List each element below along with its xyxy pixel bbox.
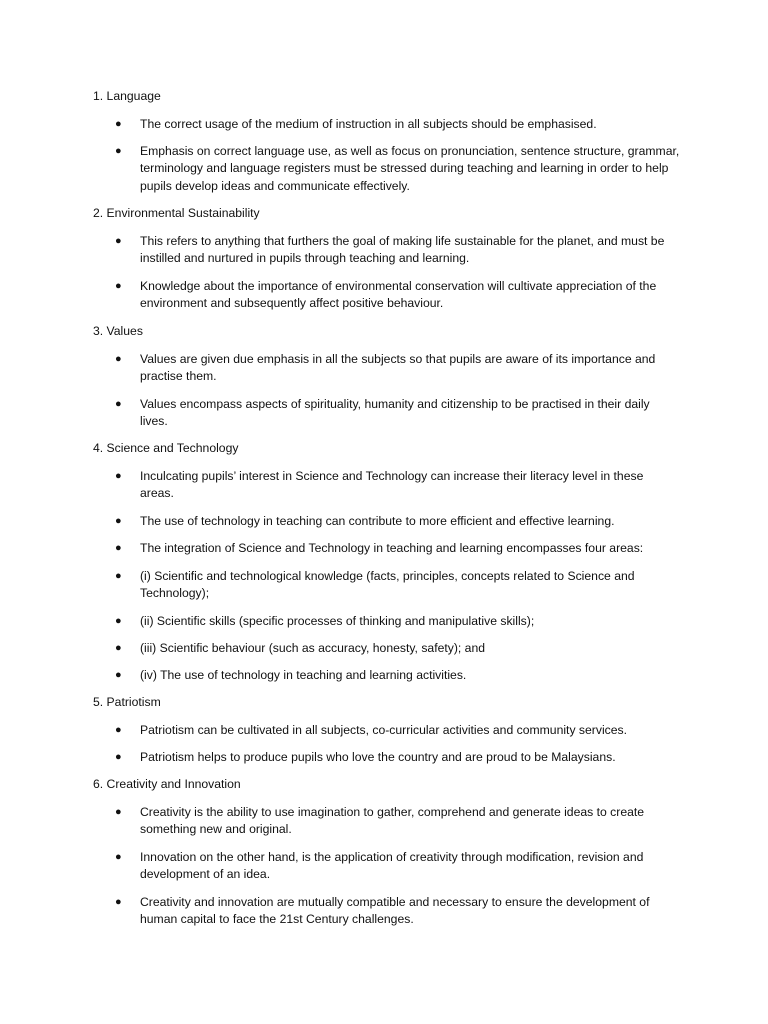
bullet-icon: ● (115, 751, 122, 763)
bullet-icon: ● (115, 515, 122, 527)
list-item-text: Emphasis on correct language use, as well as focus on pronunciation, sentence structure, grammar, terminology and language registers must be stressed during teaching and learning in order to help pupils develop ideas and communicate effectively. (140, 144, 680, 193)
bullet-icon: ● (115, 542, 122, 554)
section-heading-creativity-and-innovation: 6. Creativity and Innovation (93, 777, 241, 791)
section-heading-science-and-technology: 4. Science and Technology (93, 441, 239, 455)
list-item-text: The use of technology in teaching can contribute to more efficient and effective learning. (140, 514, 615, 528)
bullet-icon: ● (115, 896, 122, 908)
list-item-text: This refers to anything that furthers the goal of making life sustainable for the planet, and must be instilled and nurtured in pupils through teaching and learning. (140, 234, 665, 266)
bullet-icon: ● (115, 235, 122, 247)
bullet-icon: ● (115, 353, 122, 365)
bullet-icon: ● (115, 724, 122, 736)
bullet-icon: ● (115, 398, 122, 410)
list-item-text: (iii) Scientific behaviour (such as accuracy, honesty, safety); and (140, 641, 486, 655)
list-item-text: The correct usage of the medium of instruction in all subjects should be emphasised. (140, 117, 597, 131)
list-item-text: Values encompass aspects of spirituality, humanity and citizenship to be practised in their daily lives. (140, 397, 650, 429)
section-heading-environmental-sustainability: 2. Environmental Sustainability (93, 206, 260, 220)
list-item-text: Creativity is the ability to use imagination to gather, comprehend and generate ideas to create something new and original. (140, 805, 645, 837)
list-item-text: (i) Scientific and technological knowledge (facts, principles, concepts related to Science and Technology); (140, 569, 635, 601)
bullet-icon: ● (115, 642, 122, 654)
bullet-icon: ● (115, 280, 122, 292)
bullet-icon: ● (115, 145, 122, 157)
list-item-text: Values are given due emphasis in all the subjects so that pupils are aware of its importance and practise them. (140, 352, 656, 384)
list-item-text: Patriotism helps to produce pupils who love the country and are proud to be Malaysians. (140, 750, 616, 764)
bullet-icon: ● (115, 851, 122, 863)
list-item-text: Innovation on the other hand, is the application of creativity through modification, revision and development of an idea. (140, 850, 644, 882)
bullet-icon: ● (115, 615, 122, 627)
section-heading-patriotism: 5. Patriotism (93, 695, 161, 709)
bullet-icon: ● (115, 669, 122, 681)
section-heading-language: 1. Language (93, 89, 161, 103)
bullet-icon: ● (115, 806, 122, 818)
bullet-icon: ● (115, 570, 122, 582)
list-item-text: Creativity and innovation are mutually compatible and necessary to ensure the development of human capital to face the 21st Century challenges. (140, 895, 650, 927)
bullet-icon: ● (115, 470, 122, 482)
list-item-text: The integration of Science and Technology in teaching and learning encompasses four areas: (140, 541, 644, 555)
list-item-text: Patriotism can be cultivated in all subjects, co-curricular activities and community services. (140, 723, 628, 737)
list-item-text: (ii) Scientific skills (specific processes of thinking and manipulative skills); (140, 614, 535, 628)
list-item-text: Inculcating pupils’ interest in Science and Technology can increase their literacy level in these areas. (140, 469, 644, 501)
section-heading-values: 3. Values (93, 324, 143, 338)
list-item-text: (iv) The use of technology in teaching and learning activities. (140, 668, 467, 682)
bullet-icon: ● (115, 118, 122, 130)
list-item-text: Knowledge about the importance of environmental conservation will cultivate appreciation of the environment and subsequently affect positive behaviour. (140, 279, 657, 311)
